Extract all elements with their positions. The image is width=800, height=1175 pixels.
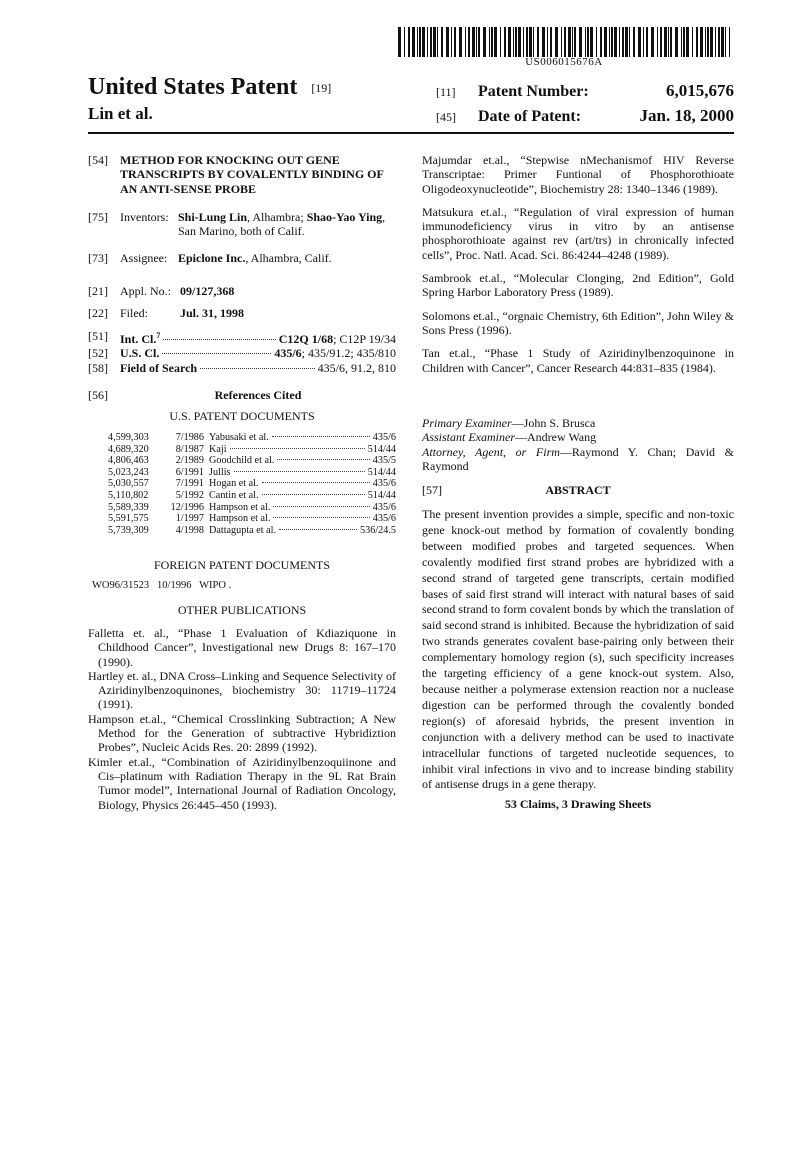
ref-name: Cantin et al.	[209, 489, 259, 501]
filed-date: Jul. 31, 1998	[180, 306, 245, 320]
ref-date: 8/1987	[175, 443, 204, 455]
patent-date: Jan. 18, 2000	[639, 106, 734, 125]
attorney: —Raymond Y. Chan; David & Raymond	[422, 444, 734, 473]
field-54	[88, 153, 396, 196]
ref-name: Yabusaki et al.	[209, 432, 269, 443]
publication-entry: Majumdar et.al., “Stepwise nMechanismof HIV Reverse Transcriptae: Primer Funtional of Phosphorothioate Oligodeoxynucleotide”, Biochemistry 28: 1340–1346 (1989).	[422, 153, 734, 196]
abstract-text: The present invention provides a simple, specific and non-toxic gene knock-out method by formation of covalently bonding between modified probes and targeted sequences. When covalently modified first strand probes are hybridized with a second strand of targeted gene transcripts, certain modified bases of said first strand will interact with natural bases of said second strand to form covalent bonds by which the translation of said second strand is inhibited. Because the hybridization of said two strands generates covalent base-pairing only between their complementary homology region (s), such specificity increases the targeting efficiency of a gene knock-out system. Also, because neither a polymerase extension reaction nor a nuclease digestion can be performed through the covalently bonded region(s) of aforesaid hybrids, the present invention in conjunction with a delivery method can be used to inactivate intracellular functions of targeted nucleotide sequences, to inhibit viral infections in vivo and to increase binding stability of antisense drugs in a gene therapy.	[422, 507, 734, 792]
primary-examiner: —John S. Brusca	[511, 416, 596, 430]
ref-name: Goodchild et al.	[209, 455, 275, 467]
field-code: [21]	[88, 284, 108, 298]
ref-date: 6/1991	[175, 466, 204, 478]
inventor-location: , San Marino, both of Calif.	[178, 210, 386, 239]
ref-num: 5,739,309	[108, 524, 149, 536]
patent-title-block	[88, 74, 331, 101]
publication-entry: Hartley et. al., DNA Cross–Linking and Sequence Selectivity of Aziridinylbenzoquinones, biochemistry 30: 11719–11724 (1991).	[88, 668, 396, 712]
appl-no: 09/127,368	[180, 284, 235, 298]
invention-title: METHOD FOR KNOCKING OUT GENE TRANSCRIPTS BY COVALENTLY BINDING OF AN ANTI-SENSE PROBE	[120, 153, 384, 196]
field-code: [73]	[88, 251, 108, 265]
field-22	[88, 306, 396, 320]
ref-class: 536/24.5	[360, 524, 396, 536]
inventor-name: Shi-Lung Lin	[178, 210, 248, 224]
assignee-label: Assignee:	[120, 251, 168, 265]
publication-entry: Matsukura et.al., “Regulation of viral expression of human immunodeficiency virus in vitro by an antisense phosphorothioate against rev (art/trs) in chronically infected cells”, Proc. Natl. Acad. Sci. 86:4244–4248 (1989).	[422, 204, 734, 262]
publication-entry: Hampson et.al., “Chemical Crosslinking Subtraction; A New Method for the Generation of subtractive Hybridiztion Probes”, Nucleic Acids Res. 20: 2899 (1992).	[88, 711, 396, 755]
us-patent-row	[88, 455, 396, 467]
ref-num: 5,023,243	[108, 466, 149, 478]
us-patent-row	[88, 444, 396, 456]
ref-class: 435/6	[372, 501, 396, 513]
patent-number-row	[436, 81, 734, 101]
ref-date: 12/1996	[170, 501, 204, 513]
ref-class: 435/5	[372, 455, 396, 467]
ref-num: 4,599,303	[108, 432, 149, 443]
inventors-short: Lin et al.	[88, 104, 153, 123]
ref-date: 5/1992	[175, 489, 204, 501]
foreign-patent-entry: WO96/31523 10/1996 WIPO .	[92, 580, 232, 591]
header-divider	[88, 132, 734, 134]
inventor-location: , Alhambra;	[247, 210, 307, 224]
ref-date: 7/1986	[175, 432, 204, 443]
other-publications-left	[88, 626, 396, 812]
claims-summary: 53 Claims, 3 Drawing Sheets	[504, 797, 652, 811]
ref-num: 5,589,339	[108, 501, 149, 513]
ref-class: 514/44	[367, 489, 396, 501]
patent-number: 6,015,676	[666, 81, 734, 100]
examiners-block	[422, 416, 734, 473]
us-patent-row	[88, 502, 396, 514]
ref-name: Hampson et al.	[209, 513, 271, 525]
ref-name: Kaji	[209, 443, 227, 455]
publication-entry: Sambrook et.al., “Molecular Clonging, 2nd Edition”, Gold Spring Harbor Laboratory Press (1989).	[422, 271, 734, 300]
attorney-label: Attorney, Agent, or Firm	[422, 444, 560, 459]
field-of-search-value: 435/6, 91.2, 810	[317, 360, 396, 375]
ref-class: 514/44	[367, 443, 396, 455]
other-publications-heading: OTHER PUBLICATIONS	[177, 603, 307, 617]
us-cl-label: U.S. Cl.	[120, 346, 160, 361]
foreign-patent-row	[88, 580, 400, 591]
ref-class: 435/6	[372, 432, 396, 443]
foreign-patent-docs-heading: FOREIGN PATENT DOCUMENTS	[153, 558, 331, 572]
field-code: [51]	[88, 329, 108, 343]
publication-entry: Tan et.al., “Phase 1 Study of Aziridinylbenzoquinone in Children with Cancer”, Cancer Research 44:831–835 (1984).	[422, 346, 734, 375]
field-code: [56]	[88, 388, 108, 402]
inventors-value	[178, 210, 396, 239]
us-patent-row	[88, 478, 396, 490]
field-75	[88, 210, 396, 239]
field-code: [75]	[88, 210, 108, 224]
barcode	[398, 27, 730, 57]
publication-entry: Solomons et.al., “orgnaic Chemistry, 6th Edition”, John Wiley & Sons Press (1996).	[422, 308, 734, 337]
patent-title: United States Patent	[88, 74, 298, 100]
us-patent-row	[88, 490, 396, 502]
inventor-name: Shao-Yao Ying	[306, 210, 383, 224]
appl-no-label: Appl. No.:	[120, 284, 171, 298]
ref-name: Dattagupta et al.	[209, 524, 277, 536]
publication-entry: Kimler et.al., “Combination of Aziridinylbenzoquiinone and Cis–platinum with Radiation Therapy in the 9L Rat Brain Tumor model”, International Journal of Radiation Oncology, Biology, Physics 26:445–450 (1993).	[88, 754, 396, 812]
field-code: [52]	[88, 346, 108, 361]
field-of-search-label: Field of Search	[120, 360, 198, 375]
field-code: [54]	[88, 153, 108, 167]
references-cited-heading: References Cited	[214, 388, 302, 402]
field-code: [57]	[422, 483, 442, 497]
ref-class: 435/6	[372, 478, 396, 490]
date-code: [45]	[436, 110, 456, 124]
us-patent-docs-heading: U.S. PATENT DOCUMENTS	[169, 409, 315, 423]
us-patent-row	[88, 525, 396, 537]
ref-date: 7/1991	[175, 478, 204, 490]
date-row	[436, 106, 734, 126]
assignee-name: Epiclone Inc.	[178, 251, 246, 265]
primary-examiner-label: Primary Examiner	[422, 416, 512, 430]
publication-entry: Falletta et. al., “Phase 1 Evaluation of Kdiaziquone in Childhood Cancer”, Investigational new Drugs 8: 167–170 (1990).	[88, 626, 396, 669]
assistant-examiner-label: Assistant Examiner	[422, 430, 515, 445]
abstract-heading-row	[422, 483, 734, 497]
us-patent-docs-table	[88, 432, 396, 536]
inventors-label: Inventors:	[120, 210, 169, 224]
date-label: Date of Patent:	[478, 108, 582, 125]
int-cl-rest: ; C12P 19/34	[333, 332, 396, 346]
fields-51-58	[88, 329, 396, 375]
ref-num: 5,110,802	[108, 489, 149, 501]
us-patent-row	[88, 432, 396, 444]
field-21	[88, 284, 396, 298]
us-patent-row	[88, 467, 396, 479]
us-patent-row	[88, 513, 396, 525]
ref-num: 5,591,575	[108, 513, 149, 525]
ref-date: 4/1998	[175, 524, 204, 536]
field-56	[88, 388, 396, 402]
us-cl-main: 435/6	[274, 346, 302, 361]
patent-number-label: Patent Number:	[478, 83, 589, 100]
int-cl-label: Int. Cl.	[120, 332, 157, 346]
assignee-location: , Alhambra, Calif.	[245, 251, 332, 265]
patent-number-code: [11]	[436, 85, 456, 99]
field-73	[88, 251, 396, 265]
int-cl-edition: 7	[156, 331, 161, 340]
int-cl-main: C12Q 1/68	[278, 332, 334, 346]
abstract-heading: ABSTRACT	[545, 483, 611, 497]
assistant-examiner: —Andrew Wang	[515, 430, 597, 445]
ref-class: 514/44	[367, 466, 396, 478]
ref-num: 4,689,320	[108, 443, 149, 455]
ref-date: 1/1997	[175, 513, 204, 525]
other-publications-right	[422, 153, 734, 384]
field-code: [58]	[88, 360, 108, 375]
ref-num: 5,030,557	[108, 478, 149, 490]
title-code: [19]	[311, 81, 332, 95]
field-code: [22]	[88, 306, 108, 320]
ref-name: Jullis	[209, 466, 231, 478]
ref-num: 4,806,463	[108, 455, 149, 467]
ref-class: 435/6	[372, 513, 396, 525]
us-cl-rest: ; 435/91.2; 435/810	[301, 346, 396, 361]
document-number: US006015676A	[525, 56, 603, 68]
ref-name: Hampson et al.	[209, 501, 271, 513]
filed-label: Filed:	[120, 306, 149, 320]
ref-name: Hogan et al.	[209, 478, 259, 490]
ref-date: 2/1989	[175, 455, 204, 467]
